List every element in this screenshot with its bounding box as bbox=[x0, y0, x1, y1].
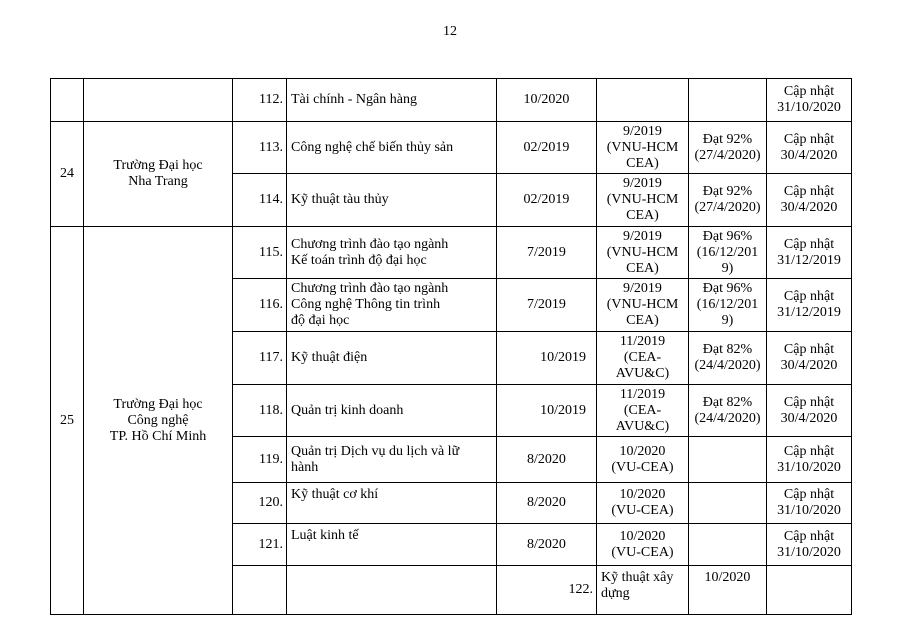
result: Đạt 92% (27/4/2020) bbox=[689, 174, 767, 227]
update-note: Cập nhật 31/10/2020 bbox=[767, 483, 852, 524]
update-note: Cập nhật 31/12/2019 bbox=[767, 227, 852, 279]
eval-date: 8/2020 bbox=[497, 437, 597, 483]
program-name: Chương trình đào tạo ngành Công nghệ Thông tin trình độ đại học bbox=[287, 279, 497, 332]
school-name: Trường Đại học Công nghệ TP. Hồ Chí Minh bbox=[84, 227, 233, 615]
eval-date: 02/2019 bbox=[497, 122, 597, 174]
update-note: Cập nhật 31/12/2019 bbox=[767, 279, 852, 332]
accreditation-org: 9/2019 (VNU-HCM CEA) bbox=[597, 122, 689, 174]
accreditation-org: 10/2020 (VU-CEA) bbox=[597, 524, 689, 566]
accreditation-org: 10/2020 (VU-CEA) bbox=[597, 483, 689, 524]
stt-cell bbox=[51, 79, 84, 122]
accreditation-org bbox=[767, 566, 852, 615]
program-name: Tài chính - Ngân hàng bbox=[287, 79, 497, 122]
accreditation-org: 11/2019 (CEA- AVU&C) bbox=[597, 332, 689, 385]
program-number: 119. bbox=[233, 437, 287, 483]
program-name: Luật kinh tế bbox=[287, 524, 497, 566]
program-name: Kỹ thuật xây dựng bbox=[597, 566, 689, 615]
program-name: Kỹ thuật cơ khí bbox=[287, 483, 497, 524]
eval-date: 02/2019 bbox=[497, 174, 597, 227]
program-name: Chương trình đào tạo ngành Kế toán trình độ đại học bbox=[287, 227, 497, 279]
program-name: Kỹ thuật tàu thủy bbox=[287, 174, 497, 227]
eval-date: 10/2020 bbox=[497, 79, 597, 122]
program-number: 121. bbox=[233, 524, 287, 566]
school-cell bbox=[84, 79, 233, 122]
eval-date: 10/2019 bbox=[497, 385, 597, 437]
accreditation-org: 11/2019 (CEA- AVU&C) bbox=[597, 385, 689, 437]
stt-cell: 25 bbox=[51, 227, 84, 615]
update-note: Cập nhật 31/10/2020 bbox=[767, 437, 852, 483]
table-row bbox=[51, 122, 852, 174]
table-row bbox=[51, 79, 852, 122]
update-note: Cập nhật 31/10/2020 bbox=[767, 79, 852, 122]
accreditation-org: 9/2019 (VNU-HCM CEA) bbox=[597, 227, 689, 279]
program-name: Quản trị kinh doanh bbox=[287, 385, 497, 437]
table-row bbox=[51, 227, 852, 279]
program-number: 113. bbox=[233, 122, 287, 174]
eval-date: 7/2019 bbox=[497, 227, 597, 279]
eval-date: 10/2019 bbox=[497, 332, 597, 385]
update-note: Cập nhật 30/4/2020 bbox=[767, 332, 852, 385]
result: Đạt 96% (16/12/201 9) bbox=[689, 227, 767, 279]
program-name: Công nghệ chế biến thủy sản bbox=[287, 122, 497, 174]
result bbox=[689, 437, 767, 483]
program-number: 115. bbox=[233, 227, 287, 279]
program-name: Kỹ thuật điện bbox=[287, 332, 497, 385]
eval-date: 8/2020 bbox=[497, 483, 597, 524]
result bbox=[689, 79, 767, 122]
result: Đạt 82% (24/4/2020) bbox=[689, 385, 767, 437]
page-number: 12 bbox=[443, 24, 457, 39]
program-name: Quản trị Dịch vụ du lịch và lữ hành bbox=[287, 437, 497, 483]
accreditation-org: 9/2019 (VNU-HCM CEA) bbox=[597, 279, 689, 332]
program-number: 120. bbox=[233, 483, 287, 524]
program-number: 117. bbox=[233, 332, 287, 385]
program-number: 122. bbox=[497, 566, 597, 615]
result: Đạt 82% (24/4/2020) bbox=[689, 332, 767, 385]
program-number: 116. bbox=[233, 279, 287, 332]
school-cell bbox=[287, 566, 497, 615]
eval-date: 8/2020 bbox=[497, 524, 597, 566]
update-note: Cập nhật 31/10/2020 bbox=[767, 524, 852, 566]
result bbox=[689, 483, 767, 524]
accreditation-table bbox=[50, 78, 852, 615]
result: Đạt 96% (16/12/201 9) bbox=[689, 279, 767, 332]
accreditation-org: 9/2019 (VNU-HCM CEA) bbox=[597, 174, 689, 227]
eval-date: 7/2019 bbox=[497, 279, 597, 332]
update-note: Cập nhật 30/4/2020 bbox=[767, 385, 852, 437]
program-number: 114. bbox=[233, 174, 287, 227]
result: Đạt 92% (27/4/2020) bbox=[689, 122, 767, 174]
school-name: Trường Đại học Nha Trang bbox=[84, 122, 233, 227]
stt-cell: 24 bbox=[51, 122, 84, 227]
result bbox=[689, 524, 767, 566]
accreditation-org: 10/2020 (VU-CEA) bbox=[597, 437, 689, 483]
accreditation-org bbox=[597, 79, 689, 122]
eval-date: 10/2020 bbox=[689, 566, 767, 615]
update-note: Cập nhật 30/4/2020 bbox=[767, 122, 852, 174]
program-number: 112. bbox=[233, 79, 287, 122]
update-note: Cập nhật 30/4/2020 bbox=[767, 174, 852, 227]
program-number: 118. bbox=[233, 385, 287, 437]
stt-cell bbox=[233, 566, 287, 615]
